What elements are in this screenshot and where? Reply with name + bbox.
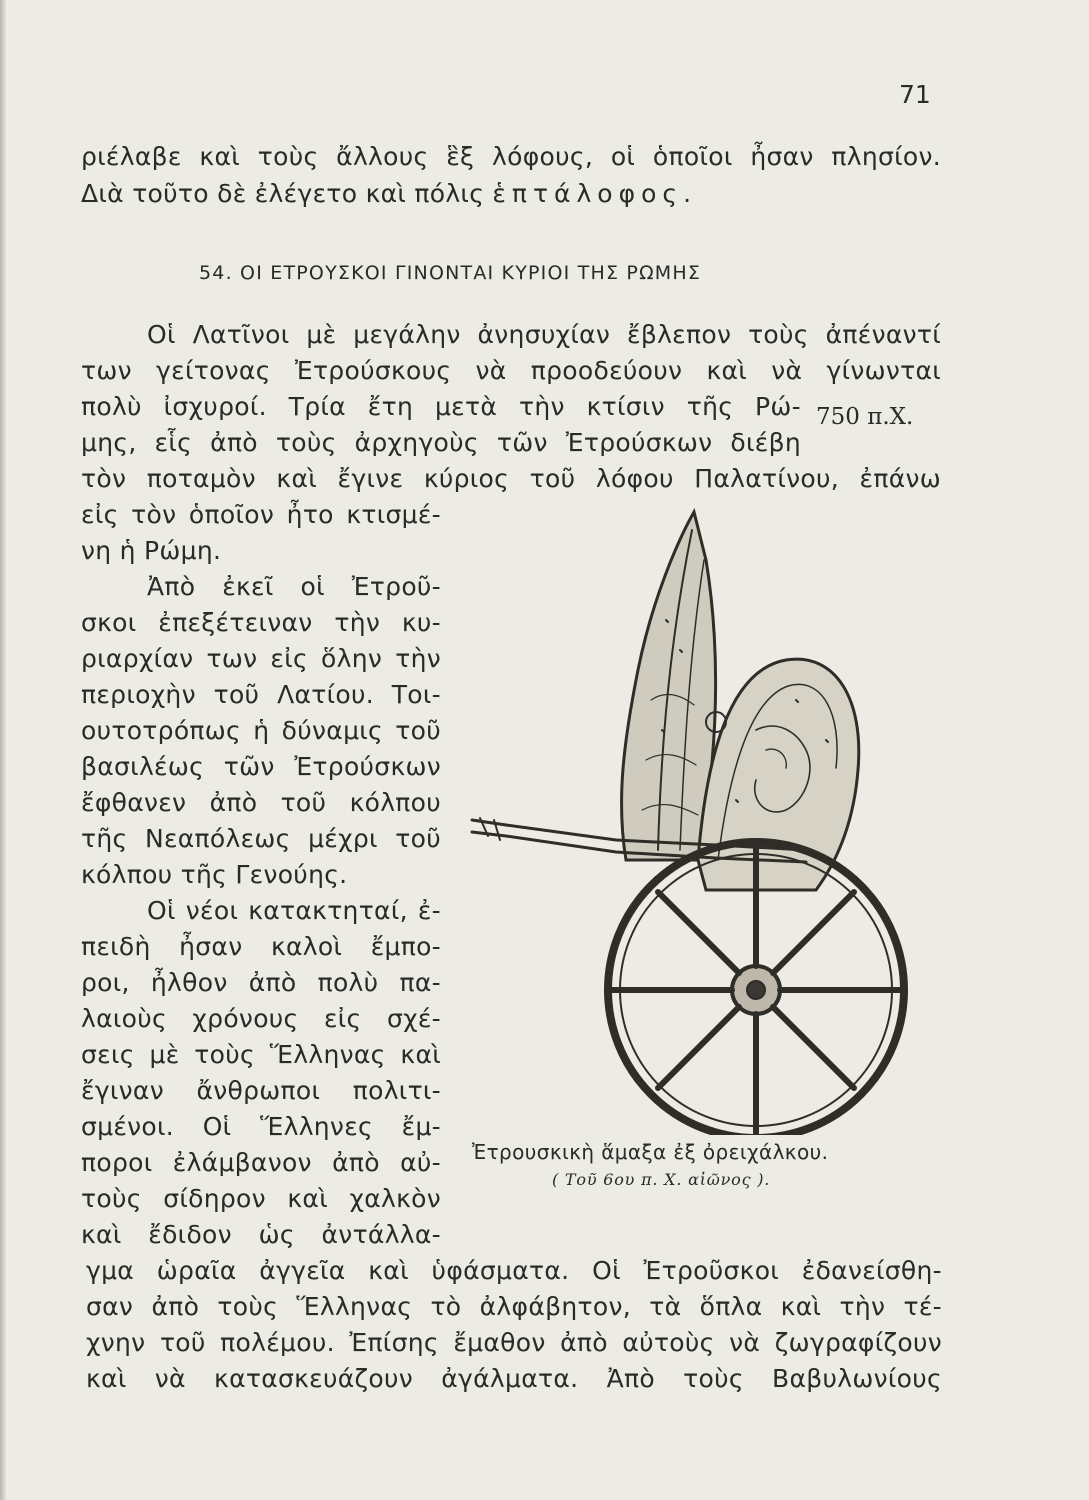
narrow-line: τοὺς σίδηρον καὶ χαλκὸν (81, 1184, 441, 1213)
page-number: 71 (899, 80, 931, 109)
intro-line-text: Διὰ τοῦτο δὲ ἐλέγετο καὶ πόλις (81, 179, 485, 208)
chariot-wheel (608, 842, 904, 1135)
narrow-line: σκοι ἐπεξέτειναν τὴν κυ- (81, 608, 441, 637)
narrow-line: ουτοτρόπως ἡ δύναμις τοῦ (81, 716, 441, 745)
narrow-line: ἔφθανεν ἀπὸ τοῦ κόλπου (81, 788, 441, 817)
narrow-line: σμένοι. Οἱ Ἕλληνες ἔμ- (81, 1112, 441, 1141)
narrow-line: κόλπου τῆς Γενούης. (81, 860, 348, 889)
narrow-line: βασιλέως τῶν Ἐτρούσκων (81, 752, 441, 781)
narrow-line: ριαρχίαν των εἰς ὅλην τὴν (81, 644, 441, 673)
paragraph-line: καὶ νὰ κατασκευάζουν ἀγάλματα. Ἀπὸ τοὺς Βαβυλωνίους (86, 1364, 942, 1393)
margin-date: 750 π.Χ. (816, 404, 914, 430)
paragraph-line: Οἱ Λατῖνοι μὲ μεγάλην ἀνησυχίαν ἔβλεπον τοὺς ἀπέναντί (147, 320, 941, 349)
narrow-line: λαιοὺς χρόνους εἰς σχέ- (81, 1004, 441, 1033)
narrow-line: ἔγιναν ἄνθρωποι πολιτι- (81, 1076, 441, 1105)
paragraph-line: πολὺ ἰσχυροί. Τρία ἔτη μετὰ τὴν κτίσιν τῆς Ρώ- (81, 392, 801, 421)
paragraph-line: χνην τοῦ πολέμου. Ἐπίσης ἔμαθον ἀπὸ αὐτοὺς νὰ ζωγραφίζουν (86, 1328, 942, 1357)
paragraph-line: γμα ὡραῖα ἀγγεῖα καὶ ὑφάσματα. Οἱ Ἐτροῦσκοι ἐδανείσθη- (86, 1256, 942, 1285)
figure-caption: Ἐτρουσκικὴ ἅμαξα ἐξ ὀρειχάλκου. (472, 1140, 829, 1164)
narrow-line: εἰς τὸν ὁποῖον ἦτο κτισμέ- (81, 500, 441, 529)
narrow-line: ροι, ἦλθον ἀπὸ πολὺ πα- (81, 968, 441, 997)
section-heading: 54. ΟΙ ΕΤΡΟΥΣΚΟΙ ΓΙΝΟΝΤΑΙ ΚΥΡΙΟΙ ΤΗΣ ΡΩΜΗΣ (199, 262, 702, 284)
narrow-line: τῆς Νεαπόλεως μέχρι τοῦ (81, 824, 441, 853)
etruscan-chariot-illustration (466, 500, 946, 1135)
narrow-line: σεις μὲ τοὺς Ἕλληνας καὶ (81, 1040, 441, 1069)
figure-subcaption: ( Τοῦ 6ου π. Χ. αἰῶνος ). (552, 1170, 771, 1189)
page-edge (0, 0, 6, 1500)
narrow-line: καὶ ἔδιδον ὡς ἀντάλλα- (81, 1220, 441, 1249)
paragraph-line: των γείτονας Ἐτρούσκους νὰ προοδεύουν καὶ νὰ γίνωνται (81, 356, 941, 385)
intro-line: ριέλαβε καὶ τοὺς ἄλλους ἓξ λόφους, οἱ ὁποῖοι ἦσαν πλησίον. (81, 142, 941, 171)
narrow-line: νη ἡ Ρώμη. (81, 536, 222, 565)
narrow-line: Οἱ νέοι κατακτηταί, ἐ- (147, 896, 441, 925)
paragraph-line: μης, εἷς ἀπὸ τοὺς ἀρχηγοὺς τῶν Ἐτρούσκων διέβη (81, 428, 801, 457)
narrow-line: πειδὴ ἦσαν καλοὶ ἔμπο- (81, 932, 441, 961)
narrow-line: περιοχὴν τοῦ Λατίου. Τοι- (81, 680, 441, 709)
spaced-word: ἑπτάλοφος. (492, 179, 698, 208)
narrow-line: ποροι ἐλάμβανον ἀπὸ αὐ- (81, 1148, 441, 1177)
paragraph-line: σαν ἀπὸ τοὺς Ἕλληνας τὸ ἀλφάβητον, τὰ ὅπλα καὶ τὴν τέ- (86, 1292, 942, 1321)
intro-line (81, 179, 697, 209)
paragraph-line: τὸν ποταμὸν καὶ ἔγινε κύριος τοῦ λόφου Παλατίνου, ἐπάνω (81, 464, 941, 493)
narrow-line: Ἀπὸ ἐκεῖ οἱ Ἐτροῦ- (147, 572, 441, 601)
